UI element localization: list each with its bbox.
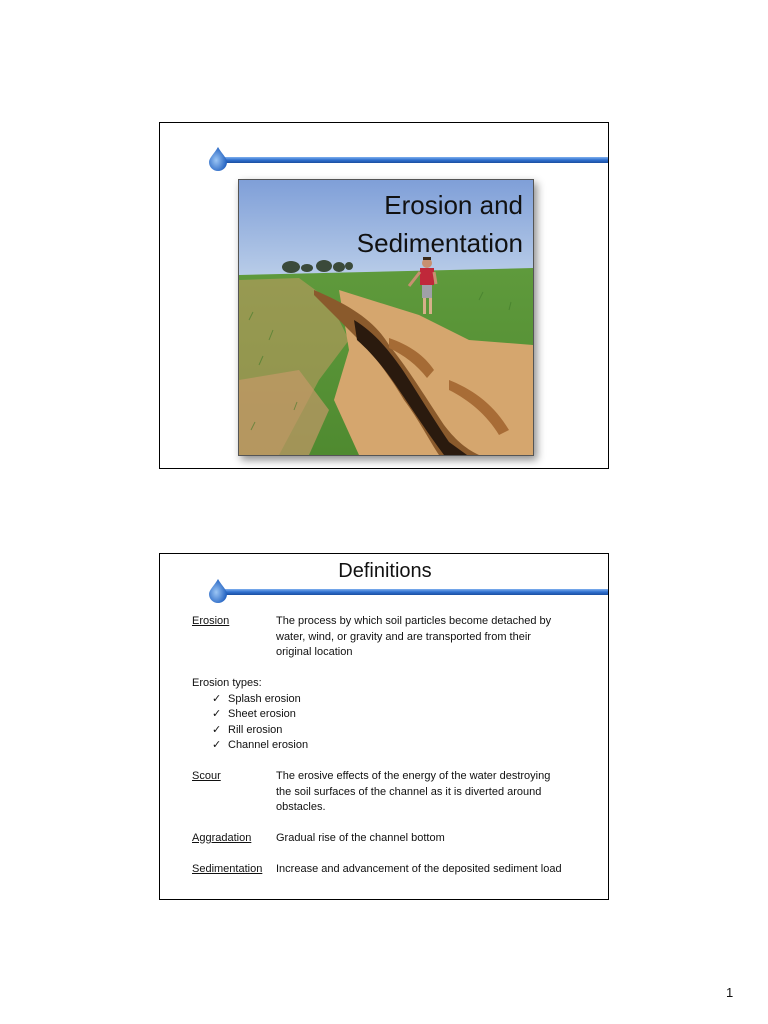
- list-item-label: Channel erosion: [228, 739, 309, 751]
- list-item: [192, 707, 592, 723]
- slide-title: [159, 122, 609, 469]
- term-sedimentation: Sedimentation: [192, 863, 263, 875]
- check-icon: ✓: [212, 708, 222, 720]
- water-drop-icon: [209, 147, 227, 171]
- definition-scour: [192, 769, 592, 816]
- term-erosion: Erosion: [192, 615, 230, 627]
- list-item-label: Sheet erosion: [228, 708, 296, 720]
- definition-text: water, wind, or gravity and are transported from their: [276, 630, 531, 643]
- check-icon: ✓: [212, 723, 222, 736]
- term-scour: Scour: [192, 770, 221, 782]
- list-item: [192, 723, 592, 739]
- erosion-photo: [238, 179, 534, 456]
- title-line-2: Sedimentation: [356, 228, 523, 258]
- definition-sedimentation: [192, 862, 592, 878]
- water-drop-accent-bar: [160, 123, 609, 183]
- definition-text: Increase and advancement of the deposited sediment load: [276, 863, 562, 875]
- page-number: 1: [726, 985, 734, 1000]
- definition-text: the soil surfaces of the channel as it is diverted around: [276, 785, 542, 798]
- slide-definitions: [159, 553, 609, 900]
- definition-text: The erosive effects of the energy of the water destroying: [276, 770, 551, 782]
- definition-text: obstacles.: [276, 801, 326, 813]
- term-aggradation: Aggradation: [192, 832, 252, 844]
- definition-aggradation: [192, 831, 592, 847]
- definition-text: The process by which soil particles become detached by: [276, 615, 552, 627]
- erosion-types-heading: Erosion types:: [192, 677, 262, 689]
- list-item-label: Rill erosion: [228, 723, 283, 736]
- list-item: [192, 692, 592, 708]
- list-item-label: Splash erosion: [228, 692, 301, 705]
- title-line-1: Erosion and: [384, 190, 523, 220]
- definition-text: original location: [276, 646, 353, 658]
- check-icon: ✓: [212, 739, 222, 751]
- definition-erosion: [192, 614, 592, 661]
- slide-heading: Definitions: [338, 560, 432, 582]
- check-icon: ✓: [212, 692, 222, 705]
- definition-text: Gradual rise of the channel bottom: [276, 832, 445, 844]
- definitions-list: [192, 614, 592, 878]
- list-item: [192, 738, 592, 754]
